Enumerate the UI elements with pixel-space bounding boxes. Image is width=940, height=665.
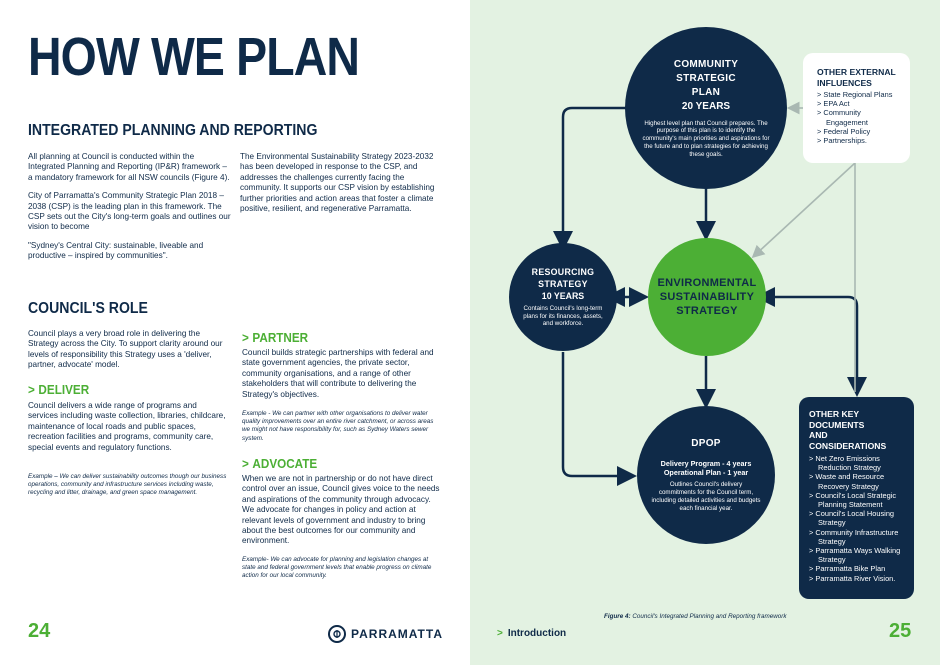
- advocate-heading: > ADVOCATE: [242, 456, 318, 471]
- csp-title-line-1: COMMUNITY: [673, 58, 739, 70]
- csp-title-line-2: STRATEGIC: [676, 72, 736, 84]
- list-item: > Net Zero Emissions Reduction Strategy: [809, 454, 881, 473]
- dpop-title: DPOP: [691, 438, 721, 450]
- list-item: > Council's Local Housing Strategy: [809, 509, 895, 528]
- iprp-paragraph-ess: The Environmental Sustainability Strategy 2023-2032 has been developed in response to the CSP, and addresses the challenges currently facing the community. It supports our CSP vision by establishing further priorities and action areas that foster a climate positive, resilient, and regenerative Parramatta.: [240, 152, 435, 214]
- iprp-paragraph-2: City of Parramatta's Community Strategic Plan 2018 – 2038 (CSP) is the leading plan in this framework. The CSP sets out the City's long-term goals and outlines our vision to become: [28, 191, 231, 232]
- list-item: > Federal Policy: [817, 126, 871, 136]
- arrow-ess-to-other-docs: [770, 297, 857, 392]
- csp-description: Highest level plan that Council prepares. The purpose of this plan is to identify the community's main priorities and aspirations for the future and to plan strategies for achieving these goals.: [642, 119, 770, 158]
- dpop-circle: [637, 406, 775, 544]
- arrow-external-to-ess: [754, 163, 855, 256]
- external-title-line-2: INFLUENCES: [817, 77, 872, 88]
- ess-title-line-2: SUSTAINABILITY: [659, 291, 755, 303]
- other-documents-list: [809, 454, 906, 583]
- role-intro: Council plays a very broad role in delivering the Strategy across the City. To support clarity around our levels of responsibility this Strategy uses a 'deliver, partner, advocate' model.: [28, 329, 223, 370]
- dpop-operational-plan: Operational Plan - 1 year: [663, 468, 749, 478]
- partner-example: Example - We can partner with other organisations to deliver water quality improvements over an entire river catchment, or across areas we might not have responsibility for, such as Sydney Waters sewer system.: [242, 410, 434, 442]
- figure-caption: Figure 4: Council's Integrated Planning and Reporting framework: [604, 613, 787, 620]
- iprp-heading: INTEGRATED PLANNING AND REPORTING: [28, 122, 318, 139]
- chevron-right-icon: >: [28, 382, 35, 397]
- list-item: > Community Engagement: [817, 108, 868, 127]
- partner-text: Council builds strategic partnerships with federal and state government agencies, the private sector, community organisations, and a range of other stakeholders that will contribute to delivering the Strategy's objectives.: [242, 348, 434, 399]
- deliver-heading: > DELIVER: [28, 382, 90, 397]
- ess-title-line-3: STRATEGY: [676, 305, 738, 317]
- csp-years: 20 YEARS: [681, 100, 731, 112]
- chevron-right-icon: >: [242, 456, 249, 471]
- deliver-example: Example – We can deliver sustainability outcomes though our business operations, community and infrastructure services including waste, recycling and litter, drainage, and green space management.: [28, 473, 227, 497]
- page-number-left: 24: [28, 620, 51, 642]
- ess-title-line-1: ENVIRONMENTAL: [657, 277, 757, 289]
- other-docs-title-line-2: AND CONSIDERATIONS: [809, 430, 887, 451]
- list-item: > Partnerships.: [817, 136, 867, 146]
- dpop-description: Outlines Council's delivery commitments for the Council term, including detailed activities and budgets each financial year.: [651, 481, 761, 512]
- arrow-csp-to-resourcing: [563, 108, 630, 246]
- list-item: > Community Infrastructure Strategy: [809, 527, 899, 546]
- external-influences-list: [817, 90, 900, 145]
- role-heading: COUNCIL'S ROLE: [28, 300, 148, 317]
- other-documents-box: [799, 397, 914, 599]
- introduction-link[interactable]: > Introduction: [497, 628, 567, 639]
- external-influences-box: [803, 53, 910, 163]
- chevron-right-icon: >: [242, 330, 249, 345]
- csp-title-line-3: PLAN: [691, 86, 721, 98]
- list-item: > EPA Act: [817, 99, 850, 109]
- advocate-text: When we are not in partnership or do not have direct control over an issue, Council gives voice to the needs and aspirations of the community through advocacy. We advocate for changes in policy and action at relevant levels of government and industry to bring about the best outcomes for our community and environment.: [242, 474, 440, 546]
- resourcing-title-line-1: RESOURCING: [531, 266, 595, 277]
- page-number-right: 25: [889, 620, 912, 642]
- resourcing-years: 10 YEARS: [541, 290, 585, 301]
- resourcing-description: Contains Council's long-term plans for its finances, assets, and workforce.: [523, 304, 603, 328]
- other-docs-title-line-1: OTHER KEY DOCUMENTS: [809, 409, 865, 430]
- dpop-delivery-program: Delivery Program - 4 years: [660, 459, 752, 469]
- resourcing-title-line-2: STRATEGY: [538, 278, 588, 289]
- csp-circle: [625, 27, 787, 189]
- iprp-paragraph-1: All planning at Council is conducted within the Integrated Planning and Reporting (IP&R) framework – a mandatory framework for all NSW councils (Figure 4).: [28, 152, 230, 182]
- list-item: > Parramatta Bike Plan: [809, 564, 886, 574]
- logo-wordmark: PARRAMATTA: [351, 627, 443, 641]
- arrow-resourcing-to-dpop: [563, 352, 632, 476]
- partner-heading: > PARTNER: [242, 330, 309, 345]
- list-item: > Council's Local Strategic Planning Statement: [809, 490, 897, 510]
- list-item: > Parramatta River Vision.: [809, 573, 896, 583]
- csp-vision-quote: "Sydney's Central City: sustainable, liveable and productive – inspired by communities".: [28, 240, 204, 261]
- list-item: > State Regional Plans: [817, 90, 893, 99]
- deliver-text: Council delivers a wide range of programs and services including waste collection, libraries, childcare, maintenance of local roads and public spaces, recreation facilities and programs, community care, special events and regulatory functions.: [28, 401, 226, 452]
- page-title: HOW WE PLAN: [28, 27, 360, 87]
- advocate-example: Example- We can advocate for planning and legislation changes at state and federal government levels that enable progress on climate action for our local community.: [242, 556, 432, 580]
- chevron-right-icon: >: [497, 628, 503, 639]
- ess-circle: [648, 238, 766, 356]
- external-title-line-1: OTHER EXTERNAL: [817, 67, 896, 77]
- list-item: > Waste and Resource Recovery Strategy: [809, 472, 885, 491]
- list-item: > Parramatta Ways Walking Strategy: [809, 546, 901, 565]
- resourcing-circle: [509, 243, 617, 351]
